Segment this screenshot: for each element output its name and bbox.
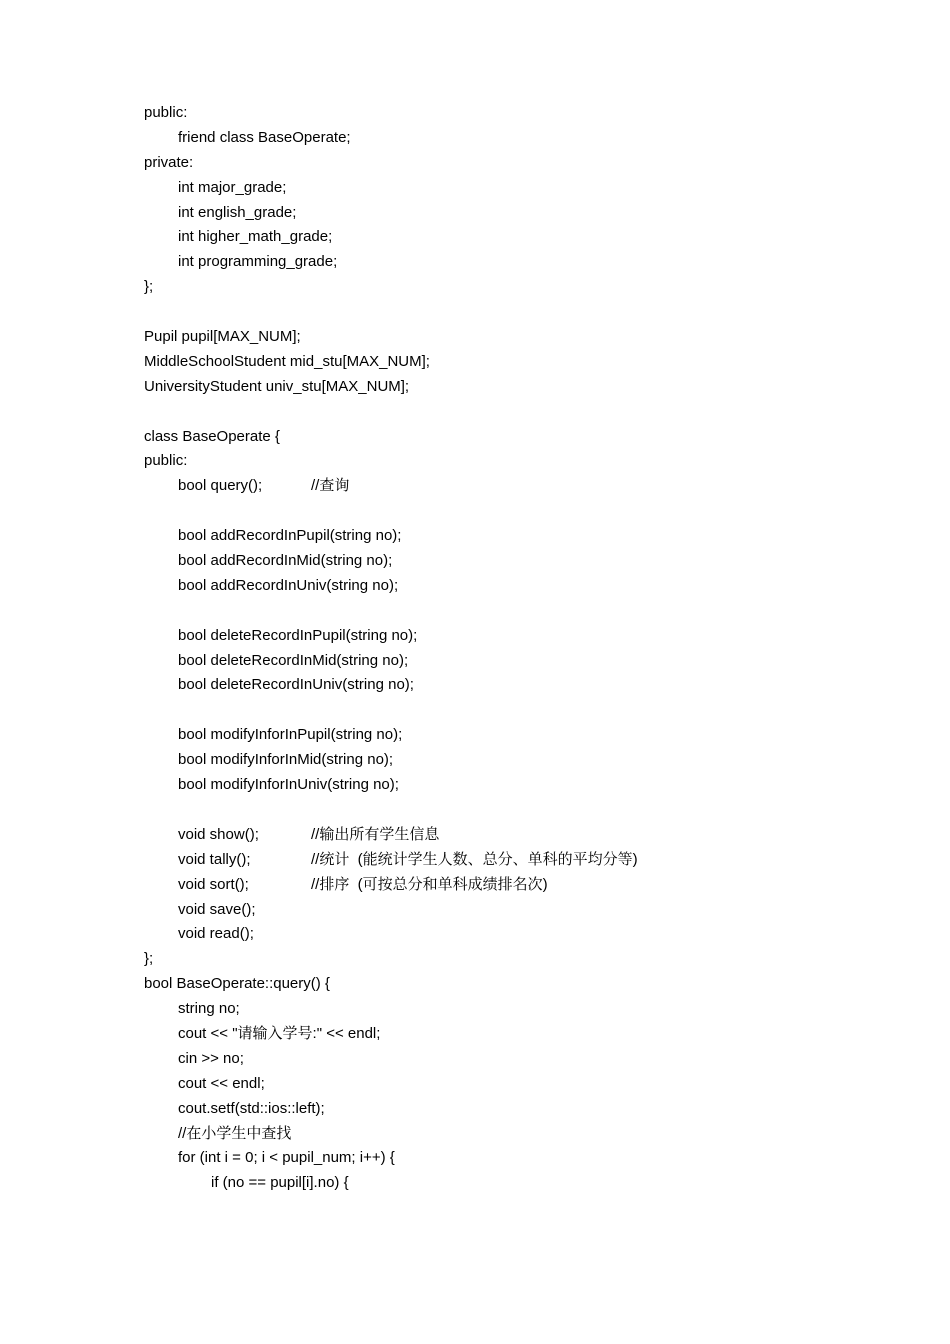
code-line (144, 873, 904, 898)
code-line (144, 176, 904, 201)
code-text: bool modifyInforInPupil(string no); (178, 726, 403, 744)
code-comment: //排序 (可按总分和单科成绩排名次) (311, 875, 548, 893)
code-line (144, 151, 904, 176)
code-listing (144, 101, 904, 1196)
code-line (144, 250, 904, 275)
code-text: bool addRecordInMid(string no); (178, 552, 393, 570)
code-text: bool addRecordInPupil(string no); (178, 527, 402, 545)
code-line (144, 524, 904, 549)
code-text: bool query(); (178, 477, 263, 495)
code-text: cout << "请输入学号:" << endl; (178, 1024, 381, 1042)
code-line (144, 773, 904, 798)
code-line (144, 798, 904, 823)
code-line (144, 947, 904, 972)
code-line (144, 375, 904, 400)
code-text: bool deleteRecordInPupil(string no); (178, 626, 418, 644)
code-text: cout << endl; (178, 1074, 265, 1092)
code-text: public: (144, 104, 188, 121)
code-line (144, 748, 904, 773)
code-line (144, 325, 904, 350)
code-text: //在小学生中查找 (178, 1124, 292, 1142)
code-text: int major_grade; (178, 178, 287, 196)
code-line (144, 101, 904, 126)
code-line (144, 599, 904, 624)
code-line (144, 225, 904, 250)
code-line (144, 201, 904, 226)
code-line (144, 400, 904, 425)
code-line (144, 997, 904, 1022)
code-text: bool modifyInforInUniv(string no); (178, 776, 399, 794)
code-line (144, 673, 904, 698)
code-line (144, 126, 904, 151)
code-text: string no; (178, 1000, 240, 1018)
code-text: UniversityStudent univ_stu[MAX_NUM]; (144, 377, 410, 395)
code-text: cin >> no; (178, 1049, 244, 1067)
code-line (144, 898, 904, 923)
code-text: MiddleSchoolStudent mid_stu[MAX_NUM]; (144, 352, 430, 370)
code-text: int programming_grade; (178, 253, 338, 271)
code-line (144, 350, 904, 375)
code-line (144, 449, 904, 474)
code-comment: //查询 (311, 477, 350, 495)
code-line (144, 300, 904, 325)
code-line (144, 549, 904, 574)
code-line (144, 1171, 904, 1196)
code-text: bool deleteRecordInMid(string no); (178, 651, 409, 669)
code-line (144, 474, 904, 499)
code-text: private: (144, 153, 194, 171)
code-text: public: (144, 452, 188, 470)
code-text: if (no == pupil[i].no) { (211, 1174, 349, 1192)
code-text: void tally(); (178, 850, 251, 868)
code-text: bool addRecordInUniv(string no); (178, 576, 399, 594)
code-text: int higher_math_grade; (178, 228, 333, 246)
code-line (144, 1097, 904, 1122)
code-text: }; (144, 950, 154, 968)
code-text: void show(); (178, 825, 259, 843)
code-line (144, 574, 904, 599)
code-text: bool BaseOperate::query() { (144, 975, 330, 993)
code-line (144, 1047, 904, 1072)
code-text: bool modifyInforInMid(string no); (178, 751, 394, 769)
code-line (144, 624, 904, 649)
code-text: friend class BaseOperate; (178, 128, 351, 146)
code-text: for (int i = 0; i < pupil_num; i++) { (178, 1149, 395, 1167)
code-text: bool deleteRecordInUniv(string no); (178, 676, 414, 694)
code-text: class BaseOperate { (144, 427, 280, 445)
code-line (144, 922, 904, 947)
code-line (144, 848, 904, 873)
code-line (144, 972, 904, 997)
code-line (144, 723, 904, 748)
code-line (144, 698, 904, 723)
code-comment: //输出所有学生信息 (311, 825, 440, 843)
code-text: int english_grade; (178, 203, 297, 221)
code-line (144, 1122, 904, 1147)
code-text: void save(); (178, 900, 256, 918)
code-line (144, 425, 904, 450)
code-line (144, 649, 904, 674)
code-line (144, 823, 904, 848)
code-line (144, 1146, 904, 1171)
code-text: Pupil pupil[MAX_NUM]; (144, 328, 301, 346)
code-line (144, 1072, 904, 1097)
code-line (144, 499, 904, 524)
code-comment: //统计 (能统计学生人数、总分、单科的平均分等) (311, 850, 638, 868)
code-line (144, 1022, 904, 1047)
code-text: void read(); (178, 925, 254, 943)
code-text: cout.setf(std::ios::left); (178, 1099, 325, 1117)
code-text: void sort(); (178, 875, 249, 893)
code-line (144, 275, 904, 300)
code-text: }; (144, 278, 154, 296)
